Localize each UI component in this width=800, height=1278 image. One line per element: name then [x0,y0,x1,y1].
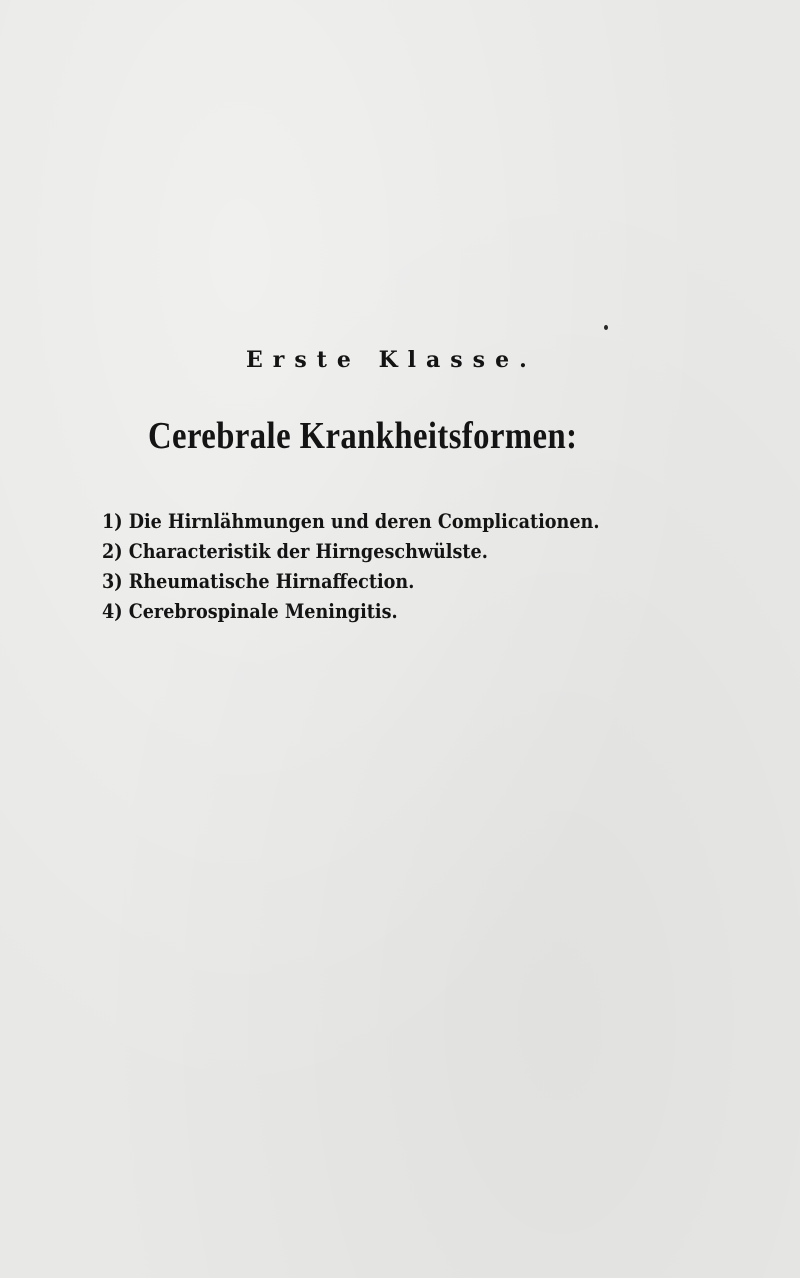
list-item [102,536,599,566]
list-item-number: 4) [102,599,123,623]
topic-list [102,506,667,626]
list-item [102,506,599,536]
list-item-text: Die Hirnlähmungen und deren Complicationen. [128,509,600,533]
list-item-number: 1) [102,509,123,533]
list-item [102,596,599,626]
list-item-text: Cerebrospinale Meningitis. [128,599,398,623]
ink-speck [604,325,608,330]
list-item-number: 2) [102,539,123,563]
class-heading: Erste Klasse. [246,347,537,373]
list-item-text: Characteristik der Hirngeschwülste. [128,539,488,563]
list-item-text: Rheumatische Hirnaffection. [128,569,415,593]
list-item [102,566,599,596]
section-title: Cerebrale Krankheitsformen: [148,415,578,457]
list-item-number: 3) [102,569,123,593]
